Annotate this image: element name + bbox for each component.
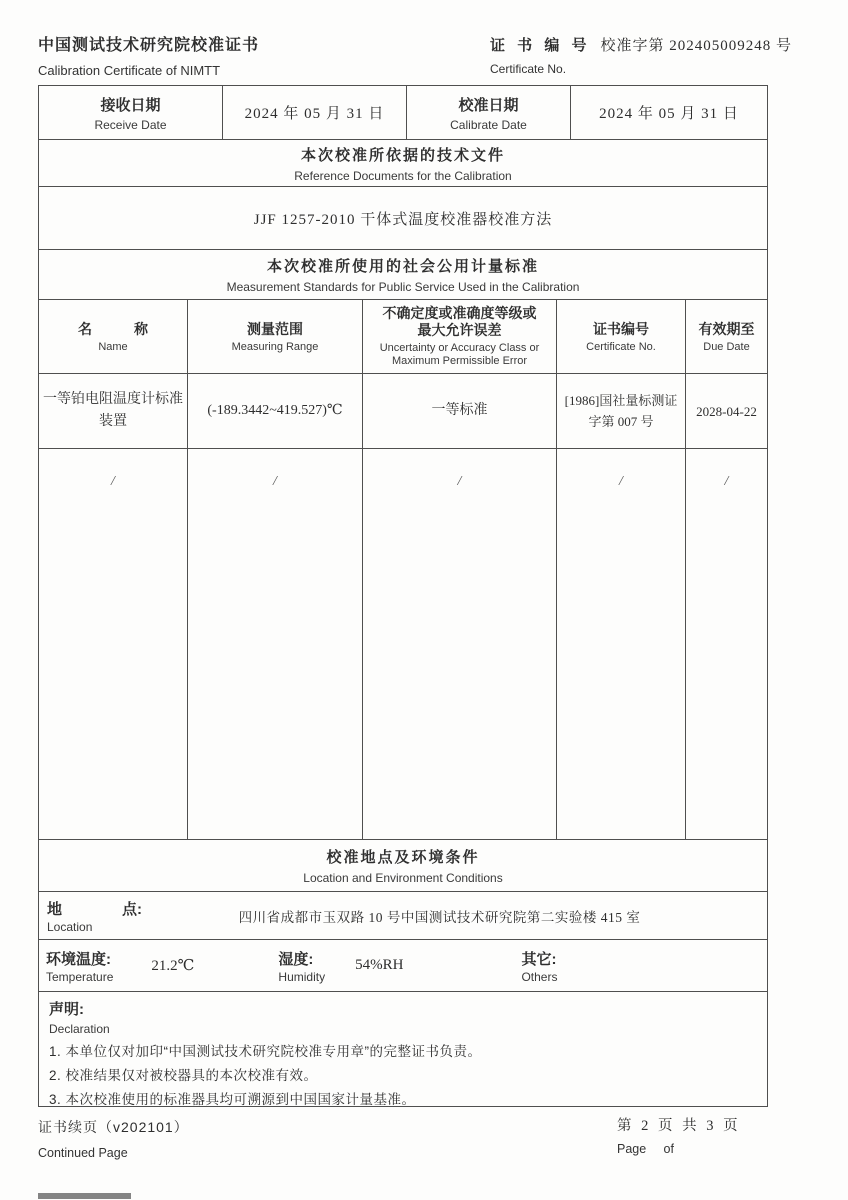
empty-name-cell xyxy=(39,449,188,839)
document-header-left xyxy=(38,32,259,78)
calibrate-date-label-en: Calibrate Date xyxy=(450,117,527,132)
footer-continued-zh: 证书续页（v202101） xyxy=(38,1119,189,1135)
column-header-certno xyxy=(557,300,686,373)
declaration-heading-en: Declaration xyxy=(49,1022,110,1036)
column-header-range-en: Measuring Range xyxy=(231,340,319,353)
location-label-en: Location xyxy=(47,919,93,934)
calibrate-date-value: 2024 年 05 月 31 日 xyxy=(599,106,739,122)
reference-heading-row xyxy=(39,139,767,186)
reference-document: JJF 1257-2010 干体式温度校准器校准方法 xyxy=(253,211,553,228)
humidity-label-en: Humidity xyxy=(278,969,326,984)
standards-heading-row xyxy=(39,249,767,299)
location-heading-cell xyxy=(39,840,767,891)
column-header-duedate xyxy=(686,300,767,373)
receive-date-label-zh: 接收日期 xyxy=(100,96,161,114)
standards-heading-en: Measurement Standards for Public Service Used in the Calibration xyxy=(226,280,580,294)
dates-row xyxy=(39,86,767,139)
document-header-right xyxy=(490,34,792,76)
standards-heading-cell xyxy=(39,250,767,299)
standard-certno-cell xyxy=(557,374,686,448)
others-label-block xyxy=(521,948,557,984)
empty-duedate-cell xyxy=(686,449,767,839)
declaration-list xyxy=(49,1040,482,1112)
environment-cell xyxy=(39,940,767,991)
column-header-uncertainty-en: Uncertainty or Accuracy Class or Maximum Permissible Error xyxy=(379,342,540,367)
environment-row xyxy=(39,939,767,991)
receive-date-label-en: Receive Date xyxy=(94,117,167,132)
footer-page-number-en: Page of xyxy=(617,1142,674,1156)
document-title-en: Calibration Certificate of NIMTT xyxy=(38,63,221,78)
humidity-value: 54%RH xyxy=(355,957,404,973)
footer-left xyxy=(38,1117,189,1160)
column-header-name-en: Name xyxy=(98,340,128,353)
humidity-label-zh: 湿度: xyxy=(278,950,314,968)
slash-mark: / xyxy=(724,474,729,489)
receive-date-value: 2024 年 05 月 31 日 xyxy=(244,106,385,122)
calibrate-date-value-cell xyxy=(571,86,767,139)
declaration-item: 2. 校准结果仅对被校器具的本次校准有效。 xyxy=(49,1068,318,1083)
temperature-label-block xyxy=(46,948,113,984)
column-header-uncertainty xyxy=(363,300,557,373)
receive-date-label-cell xyxy=(39,86,223,139)
location-row xyxy=(39,891,767,939)
temperature-value: 21.2℃ xyxy=(151,958,195,974)
reference-heading-en: Reference Documents for the Calibration xyxy=(294,168,512,183)
humidity-label-block xyxy=(278,948,325,984)
standards-heading-zh: 本次校准所使用的社会公用计量标准 xyxy=(266,258,539,275)
document-title-zh: 中国测试技术研究院校准证书 xyxy=(38,37,260,54)
declaration-row xyxy=(39,991,767,1106)
location-label-block xyxy=(47,898,142,934)
column-header-uncertainty-zh: 不确定度或准确度等级或最大允许误差 xyxy=(382,305,537,338)
certificate-number-value: 校准字第 202405009248 号 xyxy=(600,38,793,54)
empty-uncertainty-cell xyxy=(363,449,557,839)
certificate-number-label-en: Certificate No. xyxy=(490,62,567,76)
reference-heading-zh: 本次校准所依据的技术文件 xyxy=(300,146,505,164)
standard-range: (-189.3442~419.527)℃ xyxy=(207,403,343,418)
empty-certno-cell xyxy=(557,449,686,839)
column-header-certno-zh: 证书编号 xyxy=(593,320,649,337)
footer-page-number-zh: 第 2 页 共 3 页 xyxy=(617,1118,741,1134)
declaration-item: 1. 本单位仅对加印“中国测试技术研究院校准专用章”的完整证书负责。 xyxy=(49,1044,482,1059)
standard-duedate: 2028-04-22 xyxy=(696,403,757,419)
column-header-certno-en: Certificate No. xyxy=(586,340,656,353)
footer-right xyxy=(617,1114,741,1156)
certificate-table xyxy=(38,85,768,1107)
reference-heading-cell xyxy=(39,140,767,186)
standards-column-header-row xyxy=(39,299,767,373)
others-label-en: Others xyxy=(521,969,558,984)
declaration-cell xyxy=(39,992,767,1106)
column-header-range-zh: 测量范围 xyxy=(247,320,303,337)
column-header-duedate-en: Due Date xyxy=(703,340,750,353)
standard-name: 一等铂电阻温度计标准装置 xyxy=(43,392,183,429)
location-cell xyxy=(39,892,767,939)
standards-empty-row xyxy=(39,448,767,839)
standard-range-cell xyxy=(188,374,363,448)
footer-continued-en: Continued Page xyxy=(38,1146,128,1160)
reference-content-cell xyxy=(39,187,767,249)
slash-mark: / xyxy=(619,474,623,489)
location-label-zh: 地 点: xyxy=(47,900,142,918)
standard-duedate-cell xyxy=(686,374,767,448)
calibrate-date-label-zh: 校准日期 xyxy=(458,96,519,114)
standard-name-cell xyxy=(39,374,188,448)
receive-date-value-cell xyxy=(223,86,407,139)
location-heading-en: Location and Environment Conditions xyxy=(303,871,503,885)
certificate-number-label-zh: 证 书 编 号 xyxy=(490,37,591,54)
column-header-range xyxy=(188,300,363,373)
column-header-duedate-zh: 有效期至 xyxy=(698,320,755,337)
standard-uncertainty-cell xyxy=(363,374,557,448)
slash-mark: / xyxy=(457,474,462,489)
standard-certno: [1986]国社量标测证字第 007 号 xyxy=(564,393,678,429)
column-header-name xyxy=(39,300,188,373)
scan-artifact-bar xyxy=(38,1193,131,1199)
others-label-zh: 其它: xyxy=(521,950,557,968)
location-heading-zh: 校准地点及环境条件 xyxy=(326,849,480,866)
standards-data-row xyxy=(39,373,767,448)
declaration-heading-zh: 声明: xyxy=(49,1001,84,1018)
declaration-item: 3. 本次校准使用的标准器具均可溯源到中国国家计量基准。 xyxy=(49,1092,416,1107)
location-heading-row xyxy=(39,839,767,891)
empty-range-cell xyxy=(188,449,363,839)
column-header-name-zh: 名 称 xyxy=(78,320,148,337)
standard-uncertainty: 一等标准 xyxy=(431,403,488,418)
slash-mark: / xyxy=(273,474,277,489)
temperature-label-zh: 环境温度: xyxy=(46,950,111,968)
location-value: 四川省成都市玉双路 10 号中国测试技术研究院第二实验楼 415 室 xyxy=(238,909,641,925)
certificate-number-line xyxy=(490,34,792,55)
temperature-label-en: Temperature xyxy=(46,969,114,984)
slash-mark: / xyxy=(111,474,115,489)
calibrate-date-label-cell xyxy=(407,86,571,139)
reference-content-row xyxy=(39,186,767,249)
